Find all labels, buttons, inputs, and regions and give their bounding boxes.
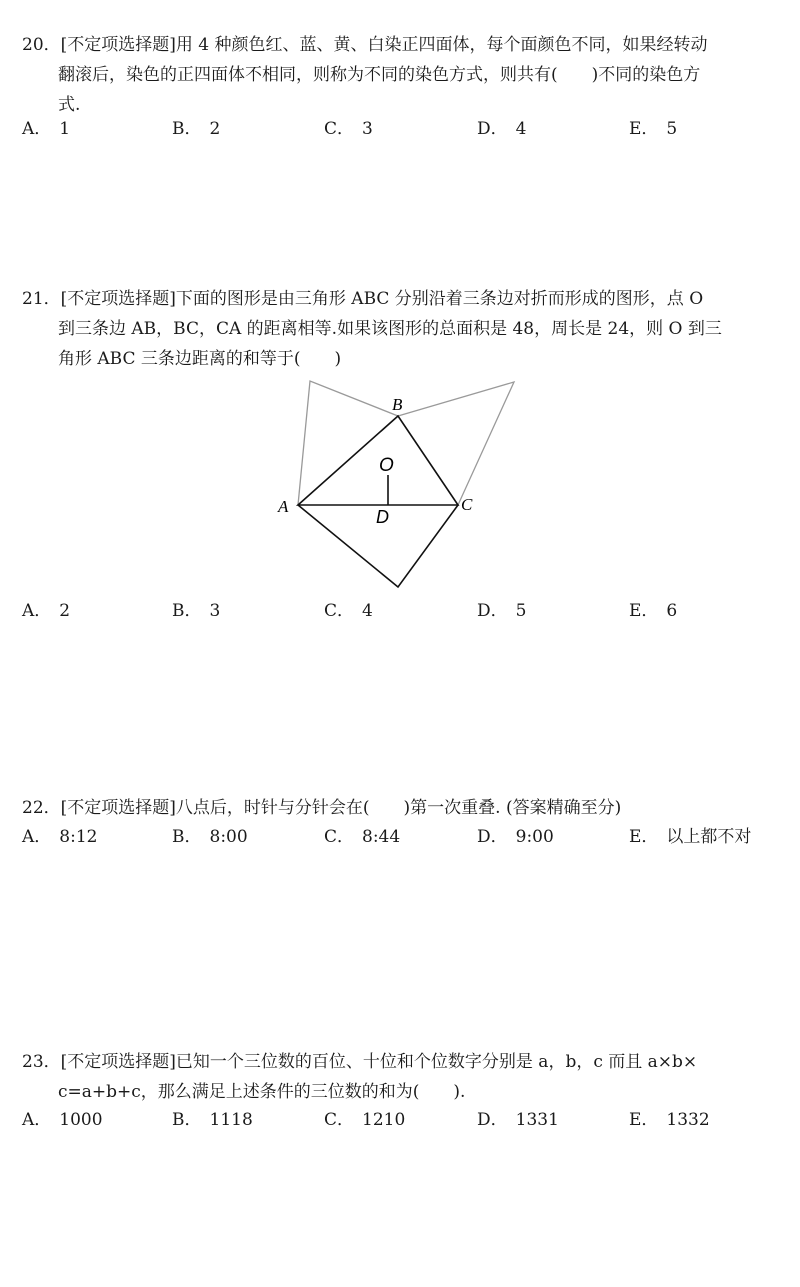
fold-flap-bc [398, 382, 514, 505]
question-stem-line [22, 1047, 782, 1077]
option-e[interactable] [629, 822, 751, 847]
option-key: C． [324, 827, 355, 847]
options-row-20 [22, 114, 782, 144]
option-key: E． [629, 1110, 659, 1130]
options-row-23 [22, 1105, 782, 1135]
option-key: A． [22, 1110, 52, 1130]
option-e[interactable] [629, 596, 677, 621]
option-key: A． [22, 119, 52, 139]
option-key: D． [477, 601, 508, 621]
question-number: 20． [22, 35, 61, 55]
question-stem-line: 式. [58, 95, 81, 115]
option-text: 3 [209, 601, 221, 621]
option-key: D． [477, 1110, 508, 1130]
option-a[interactable] [22, 114, 70, 139]
option-d[interactable] [477, 822, 554, 847]
option-text: 2 [209, 119, 221, 139]
option-text: 以上都不对 [666, 827, 752, 847]
option-a[interactable] [22, 1105, 103, 1130]
option-key: C． [324, 1110, 355, 1130]
option-key: D． [477, 119, 508, 139]
option-c[interactable] [324, 114, 373, 139]
option-key: E． [629, 119, 659, 139]
option-key: B． [172, 601, 202, 621]
option-text: 1 [59, 119, 71, 139]
option-text: 1331 [515, 1110, 559, 1130]
option-key: D． [477, 827, 508, 847]
option-text: 1118 [209, 1110, 253, 1130]
option-text: 9:00 [515, 827, 554, 847]
question-number: 23． [22, 1052, 61, 1072]
option-b[interactable] [172, 822, 248, 847]
option-text: 8:12 [59, 827, 98, 847]
question-stem-line [22, 284, 782, 314]
option-d[interactable] [477, 114, 526, 139]
stem-text: [不定项选择题]用 4 种颜色红、蓝、黄、白染正四面体，每个面颜色不同，如果经转动 [60, 35, 708, 55]
label-o: O [379, 455, 394, 476]
question-stem-line [22, 30, 782, 60]
question-stem-line [22, 793, 782, 823]
option-a[interactable] [22, 596, 70, 621]
options-row-22 [22, 822, 782, 852]
option-key: C． [324, 119, 355, 139]
option-d[interactable] [477, 1105, 559, 1130]
option-text: 1332 [666, 1110, 710, 1130]
question-stem-line: 角形 ABC 三条边距离的和等于( ) [58, 349, 342, 369]
option-a[interactable] [22, 822, 97, 847]
option-text: 3 [362, 119, 373, 139]
question-stem-line: 到三条边 AB，BC，CA 的距离相等.如果该图形的总面积是 48，周长是 24，则 O 到三 [58, 319, 722, 339]
label-a: A [278, 497, 289, 516]
question-23 [22, 1047, 782, 1107]
stem-text: [不定项选择题]八点后，时针与分针会在( )第一次重叠. (答案精确至分) [60, 798, 622, 818]
option-text: 1210 [362, 1110, 406, 1130]
option-c[interactable] [324, 1105, 405, 1130]
option-text: 5 [515, 601, 527, 621]
stem-text: [不定项选择题]已知一个三位数的百位、十位和个位数字分别是 a，b，c 而且 a×b× [60, 1052, 698, 1072]
option-key: A． [22, 827, 52, 847]
option-text: 2 [59, 601, 71, 621]
triangle-abc [298, 416, 458, 505]
option-key: E． [629, 827, 659, 847]
option-text: 1000 [59, 1110, 103, 1130]
question-stem-line: 翻滚后，染色的正四面体不相同，则称为不同的染色方式，则共有( )不同的染色方 [58, 65, 701, 85]
option-d[interactable] [477, 596, 526, 621]
option-text: 4 [515, 119, 527, 139]
option-text: 8:00 [209, 827, 248, 847]
option-b[interactable] [172, 1105, 253, 1130]
option-b[interactable] [172, 114, 220, 139]
label-c: C [461, 495, 473, 514]
question-20 [22, 30, 782, 120]
option-key: B． [172, 119, 202, 139]
option-key: B． [172, 1110, 202, 1130]
label-b: B [392, 395, 403, 414]
question-stem-line: c=a+b+c，那么满足上述条件的三位数的和为( ). [58, 1082, 466, 1102]
option-c[interactable] [324, 596, 373, 621]
option-text: 4 [362, 601, 373, 621]
option-text: 8:44 [362, 827, 401, 847]
option-b[interactable] [172, 596, 220, 621]
option-text: 6 [666, 601, 678, 621]
option-key: C． [324, 601, 355, 621]
folded-triangle-figure [270, 378, 530, 593]
option-c[interactable] [324, 822, 400, 847]
option-e[interactable] [629, 114, 677, 139]
option-key: A． [22, 601, 52, 621]
question-number: 22． [22, 798, 61, 818]
option-key: B． [172, 827, 202, 847]
question-21 [22, 284, 782, 374]
question-22 [22, 793, 782, 823]
option-text: 5 [666, 119, 678, 139]
question-number: 21． [22, 289, 61, 309]
label-d: D [376, 507, 389, 527]
stem-text: [不定项选择题]下面的图形是由三角形 ABC 分别沿着三条边对折而形成的图形，点 O [60, 289, 704, 309]
fold-flap-ab [298, 381, 398, 505]
options-row-21 [22, 596, 782, 626]
option-e[interactable] [629, 1105, 710, 1130]
option-key: E． [629, 601, 659, 621]
